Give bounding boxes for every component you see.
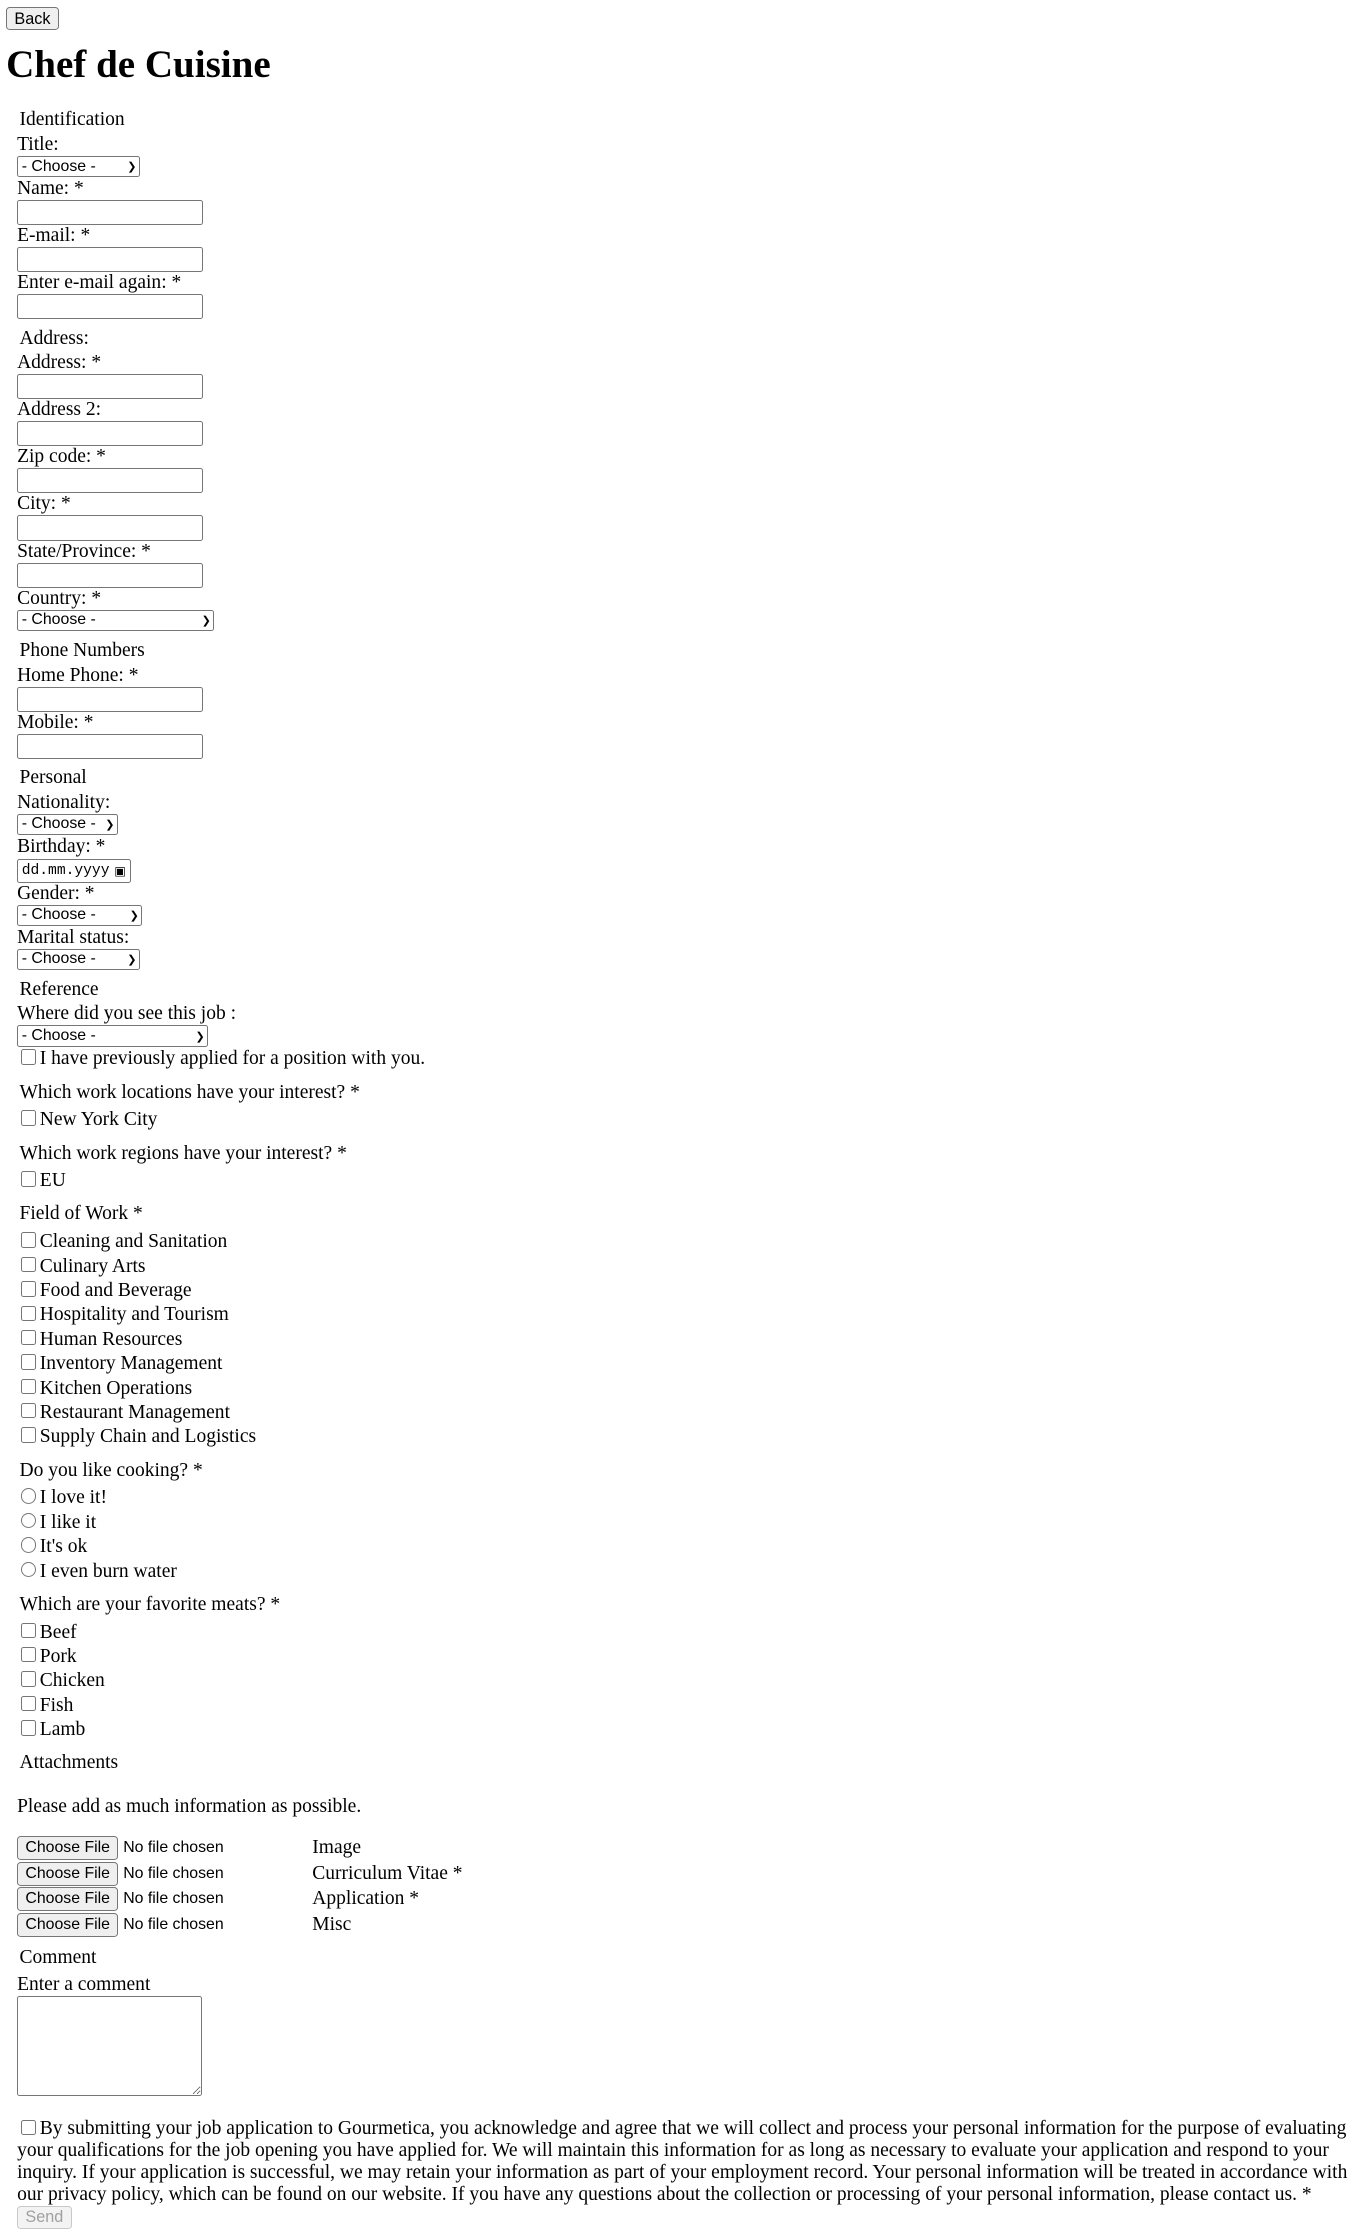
send-button[interactable]: Send [17, 2206, 72, 2229]
field-option[interactable] [17, 1328, 1348, 1352]
section-legend: Field of Work * [19, 1203, 143, 1225]
radio-button[interactable] [21, 1562, 36, 1577]
chevron-down-icon: ❯ [129, 909, 139, 922]
checkbox[interactable] [21, 1232, 36, 1247]
address2-input[interactable] [17, 421, 203, 446]
email-label: E-mail: * [17, 224, 91, 246]
field-option[interactable] [17, 1303, 1348, 1327]
option-label: I love it! [39, 1487, 107, 1509]
city-input[interactable] [17, 515, 203, 540]
radio-button[interactable] [21, 1513, 36, 1528]
option-label: I like it [39, 1511, 97, 1533]
chevron-down-icon: ❯ [127, 161, 137, 173]
select-value: - Choose - [21, 157, 96, 175]
state-label: State/Province: * [17, 540, 151, 562]
zip-input[interactable] [17, 468, 203, 493]
file-label: Image [312, 1837, 362, 1858]
attachments-note: Please add as much information as possible. [17, 1796, 362, 1818]
checkbox[interactable] [21, 1671, 36, 1686]
previously-applied-checkbox[interactable] [21, 1049, 36, 1064]
country-select[interactable] [17, 610, 214, 632]
name-input[interactable] [17, 200, 203, 225]
radio-button[interactable] [21, 1488, 36, 1503]
field-option[interactable] [17, 1279, 1348, 1303]
chevron-down-icon: ❯ [127, 953, 137, 966]
personal-section [17, 759, 1348, 971]
job-source-select[interactable] [17, 1025, 208, 1047]
field-of-work-section [17, 1194, 1348, 1450]
attachments-section [17, 1742, 1348, 1937]
email-again-label: Enter e-mail again: * [17, 272, 182, 293]
application-form [17, 101, 1348, 2229]
option-label: Human Resources [39, 1328, 183, 1350]
title-label: Title: [17, 133, 59, 155]
gender-label: Gender: * [17, 882, 95, 904]
option-label: Cleaning and Sanitation [39, 1231, 228, 1253]
chevron-down-icon: ❯ [105, 818, 115, 831]
option-label: Food and Beverage [39, 1280, 192, 1302]
mobile-input[interactable] [17, 734, 203, 759]
cooking-section [17, 1450, 1348, 1584]
address-input[interactable] [17, 374, 203, 399]
meat-option[interactable] [17, 1694, 1348, 1718]
section-legend: Personal [19, 767, 87, 789]
country-label: Country: * [17, 587, 102, 609]
marital-select[interactable] [17, 949, 140, 971]
option-label: Culinary Arts [39, 1255, 146, 1277]
option-label: I have previously applied for a position with you. [39, 1048, 426, 1070]
cooking-option[interactable] [17, 1486, 1348, 1510]
title-select[interactable] [17, 156, 140, 178]
address-label: Address: * [17, 352, 102, 374]
select-value: - Choose - [21, 906, 96, 924]
select-value: - Choose - [21, 1027, 96, 1045]
mobile-label: Mobile: * [17, 711, 94, 733]
option-label: I even burn water [39, 1560, 177, 1582]
checkbox[interactable] [21, 1354, 36, 1369]
field-option[interactable] [17, 1425, 1348, 1449]
meat-option[interactable] [17, 1718, 1348, 1742]
checkbox[interactable] [21, 1110, 36, 1125]
consent-text: By submitting your job application to Gourmetica, you acknowledge and agree that we will collect and process your personal information for the purpose of evaluating your qualifications for the job opening you have applied for. We will maintain this information for as long as necessary to evaluate your application and respond to your inquiry. If your application is successful, we may retain your information as part of your employment record. Your personal information will be treated in accordance with our privacy policy, which can be found on our website. If you have any questions about the collection or processing of your personal information, please contact us. * [17, 2117, 1348, 2205]
section-legend: Attachments [19, 1752, 119, 1774]
phone-section [17, 632, 1348, 759]
checkbox[interactable] [21, 1403, 36, 1418]
option-label: Restaurant Management [39, 1402, 230, 1424]
checkbox[interactable] [21, 1720, 36, 1735]
home-phone-input[interactable] [17, 687, 203, 712]
file-status: No file chosen [123, 1915, 224, 1933]
file-status: No file chosen [123, 1838, 224, 1856]
gender-select[interactable] [17, 905, 142, 927]
comment-section [17, 1938, 1348, 2096]
home-phone-label: Home Phone: * [17, 664, 139, 686]
nationality-label: Nationality: [17, 791, 111, 813]
regions-section [17, 1133, 1348, 1194]
meat-option[interactable] [17, 1669, 1348, 1693]
option-label: Fish [39, 1694, 74, 1716]
region-option[interactable] [17, 1169, 1348, 1193]
address-section [17, 319, 1348, 632]
checkbox[interactable] [21, 1257, 36, 1272]
comment-label: Enter a comment [17, 1974, 151, 1996]
choose-file-button[interactable]: Choose File [17, 1913, 118, 1937]
section-legend: Do you like cooking? * [19, 1459, 203, 1481]
file-upload-cv [17, 1861, 1348, 1887]
field-option[interactable] [17, 1401, 1348, 1425]
email-input[interactable] [17, 247, 203, 272]
consent-option [17, 2118, 1348, 2206]
option-label: It's ok [39, 1536, 88, 1558]
consent-checkbox[interactable] [21, 2120, 36, 2135]
section-legend: Comment [19, 1947, 97, 1969]
choose-file-button[interactable]: Choose File [17, 1836, 118, 1860]
date-placeholder: dd.mm.yyyy [21, 862, 110, 879]
option-label: Lamb [39, 1719, 86, 1741]
section-legend: Which work locations have your interest? * [19, 1081, 360, 1103]
name-label: Name: * [17, 177, 84, 199]
file-label: Application * [312, 1888, 420, 1910]
checkbox[interactable] [21, 1379, 36, 1394]
section-legend: Reference [19, 979, 99, 1001]
checkbox[interactable] [21, 1281, 36, 1296]
field-option[interactable] [17, 1377, 1348, 1401]
option-label: EU [39, 1170, 66, 1192]
choose-file-button[interactable]: Choose File [17, 1862, 118, 1886]
checkbox[interactable] [21, 1330, 36, 1345]
option-label: Pork [39, 1645, 77, 1667]
nationality-select[interactable] [17, 814, 118, 836]
section-legend: Which are your favorite meats? * [19, 1593, 281, 1615]
state-input[interactable] [17, 563, 203, 588]
page-title: Chef de Cuisine [6, 42, 271, 86]
section-legend: Identification [19, 109, 125, 131]
chevron-down-icon: ❯ [195, 1030, 205, 1043]
comment-textarea[interactable] [17, 1996, 202, 2096]
checkbox[interactable] [21, 1647, 36, 1662]
identification-section [17, 101, 1348, 319]
calendar-icon[interactable]: ▣ [114, 863, 126, 878]
birthday-label: Birthday: * [17, 835, 106, 857]
option-label: Kitchen Operations [39, 1377, 193, 1399]
chevron-down-icon: ❯ [201, 614, 211, 627]
option-label: Chicken [39, 1670, 105, 1692]
checkbox[interactable] [21, 1623, 36, 1638]
cooking-option[interactable] [17, 1535, 1348, 1559]
option-label: New York City [39, 1109, 158, 1131]
meats-section [17, 1584, 1348, 1743]
previously-applied-option[interactable] [17, 1047, 1348, 1071]
birthday-input[interactable] [17, 859, 130, 883]
choose-file-button[interactable]: Choose File [17, 1887, 118, 1911]
section-legend: Address: [19, 327, 89, 349]
file-label: Misc [312, 1913, 352, 1935]
zip-label: Zip code: * [17, 446, 106, 468]
address2-label: Address 2: [17, 399, 102, 421]
file-status: No file chosen [123, 1890, 224, 1908]
job-source-label: Where did you see this job : [17, 1003, 237, 1025]
cooking-option[interactable] [17, 1560, 1348, 1584]
file-upload-application [17, 1886, 1348, 1912]
locations-section [17, 1072, 1348, 1133]
file-label: Curriculum Vitae * [312, 1862, 463, 1884]
option-label: Hospitality and Tourism [39, 1304, 229, 1326]
section-legend: Phone Numbers [19, 640, 145, 662]
city-label: City: * [17, 493, 71, 515]
meat-option[interactable] [17, 1645, 1348, 1669]
email-again-input[interactable] [17, 294, 203, 319]
option-label: Beef [39, 1621, 77, 1643]
field-option[interactable] [17, 1255, 1348, 1279]
back-button[interactable]: Back [6, 7, 59, 30]
field-option[interactable] [17, 1352, 1348, 1376]
section-legend: Which work regions have your interest? * [19, 1142, 347, 1164]
file-status: No file chosen [123, 1864, 224, 1882]
checkbox[interactable] [21, 1427, 36, 1442]
option-label: Supply Chain and Logistics [39, 1426, 257, 1448]
select-value: - Choose - [21, 950, 96, 968]
select-value: - Choose - [21, 815, 96, 833]
checkbox[interactable] [21, 1306, 36, 1321]
checkbox[interactable] [21, 1696, 36, 1711]
option-label: Inventory Management [39, 1353, 223, 1375]
file-upload-image [17, 1835, 1348, 1861]
radio-button[interactable] [21, 1537, 36, 1552]
cooking-option[interactable] [17, 1511, 1348, 1535]
reference-section [17, 971, 1348, 1072]
file-upload-misc [17, 1912, 1348, 1938]
meat-option[interactable] [17, 1621, 1348, 1645]
marital-label: Marital status: [17, 926, 130, 948]
select-value: - Choose - [21, 611, 96, 629]
field-option[interactable] [17, 1230, 1348, 1254]
checkbox[interactable] [21, 1171, 36, 1186]
location-option[interactable] [17, 1108, 1348, 1132]
